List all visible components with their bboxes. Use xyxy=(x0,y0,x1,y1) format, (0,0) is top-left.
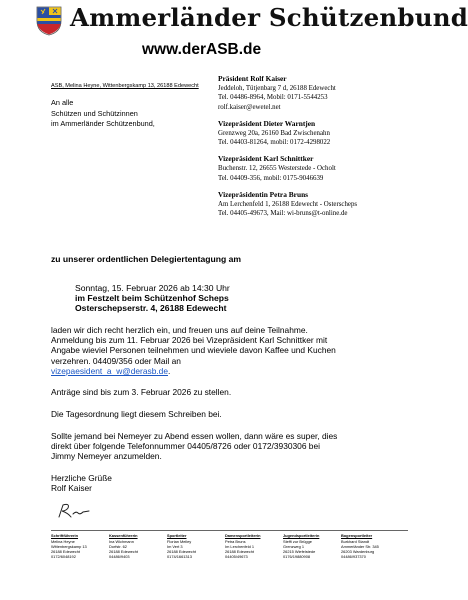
event-venue: im Festzelt beim Schützenhof Scheps xyxy=(75,293,229,303)
footer-role: Kassenführerin xyxy=(109,533,138,538)
footer-line: Melina Heyne xyxy=(51,538,75,544)
footer-role: Bogensportleiter xyxy=(341,533,373,538)
paragraph-line: Anmeldung bis zum 11. Februar 2026 bei Vizepräsident Karl Schnittker mit xyxy=(51,335,328,346)
footer-role: Damensportleiterin xyxy=(225,533,261,538)
footer-line: 04486/9403 xyxy=(109,553,130,559)
board-role: Vizepräsident Karl Schnittker xyxy=(218,154,314,164)
board-role: Präsident Rolf Kaiser xyxy=(218,74,287,83)
footer-line: Wittenbergskamp 13 xyxy=(51,543,87,549)
board-phone: Tel. 04403-81264, mobil: 0172-4298022 xyxy=(218,139,331,147)
board-member-vice-1 xyxy=(218,119,418,148)
motions-deadline: Anträge sind bis zum 3. Februar 2026 zu stellen. xyxy=(51,387,232,397)
footer-divider xyxy=(51,530,408,531)
recipient-line: Schützen und Schützinnen xyxy=(51,108,138,118)
footer-col-youth-sports xyxy=(283,533,328,559)
signatory-name: Rolf Kaiser xyxy=(51,483,92,494)
footer-line: Florian Meiley xyxy=(167,538,192,544)
letterhead-title: Ammerländer Schützenbund xyxy=(70,3,468,32)
footer-role: Jugendsportleiterin xyxy=(283,533,320,538)
footer-col-sports xyxy=(167,533,212,559)
footer-line: Grenzweg 1 xyxy=(283,543,304,549)
board-member-vice-3 xyxy=(218,190,418,219)
footer-line: Im Vert 3 xyxy=(167,543,183,549)
closing xyxy=(51,473,112,493)
paragraph-line: verzehren. 04409/356 oder Mail an xyxy=(51,355,181,366)
footer-col-secretary xyxy=(51,533,96,559)
board-member-president xyxy=(218,74,418,112)
board-role: Vizepräsident Dieter Warntjen xyxy=(218,118,316,128)
footer-line: 0172/6048192 xyxy=(51,553,76,559)
website-url[interactable]: www.derASB.de xyxy=(142,41,262,58)
footer-line: Ina Wichmann xyxy=(109,538,134,544)
board-phone: Tel. 04409-356, mobil: 0175-9046639 xyxy=(218,174,324,182)
board-role: Vizepräsidentin Petra Bruns xyxy=(218,190,309,200)
footer-line: Dorfstr. 62 xyxy=(109,543,127,549)
board-address: Buchenstr. 12, 26655 Westerstede - Ocholt xyxy=(218,165,336,173)
coat-of-arms-icon xyxy=(36,6,62,36)
sender-line: ASB, Melina Heyne, Wittenbergskamp 13, 26188 Edewecht xyxy=(51,83,199,89)
footer-line: Petra Bruns xyxy=(225,538,246,544)
footer-role: Schriftführerin xyxy=(51,533,79,538)
footer-line: 26188 Edewecht xyxy=(109,548,138,554)
footer-line: Steffi zur Brügge xyxy=(283,538,312,544)
paragraph-line: Jimmy Nemeyer anzumelden. xyxy=(51,451,162,462)
board-address: Am Lerchenfeld 1, 26188 Edewecht - Osterscheps xyxy=(218,201,358,209)
board-email[interactable]: rolf.kaiser@ewetel.net xyxy=(218,103,281,111)
paragraph-line: laden wir dich recht herzlich ein, und freuen uns auf deine Teilnahme. xyxy=(51,325,308,335)
recipient-address xyxy=(51,98,155,130)
footer-col-treasurer xyxy=(109,533,154,559)
board-phone: Tel. 04405-49673, Mail: wi-bruns@t-online.de xyxy=(218,210,348,218)
board-member-vice-2 xyxy=(218,154,418,183)
board-address: Jeddeloh, Tütjenbarg 7 d, 26188 Edewecht xyxy=(218,85,336,92)
footer-line: Im Lerchenfeld 1 xyxy=(225,543,254,549)
footer-line: Ammerländer Str. 345 xyxy=(341,543,379,549)
recipient-line: An alle xyxy=(51,98,74,107)
footer-line: 26215 Wiefelstede xyxy=(283,548,316,554)
greeting: Herzliche Grüße xyxy=(51,473,112,483)
board-contacts xyxy=(218,74,418,226)
event-date: Sonntag, 15. Februar 2026 ab 14:30 Uhr xyxy=(75,283,230,293)
paragraph-line: direkt über folgende Telefonnummer 04405/8726 oder 0172/3930306 bei xyxy=(51,441,320,452)
recipient-line: im Ammerländer Schützenbund, xyxy=(51,119,155,128)
footer-role: Sportleiter xyxy=(167,533,187,538)
footer-line: Burkhard Standt xyxy=(341,538,370,544)
email-link[interactable]: vizepaesident_a_w@derasb.de xyxy=(51,365,168,376)
board-phone: Tel. 04486-8964, Mobil: 0171-5544253 xyxy=(218,94,328,102)
footer-line: 0176/19880908 xyxy=(283,553,311,559)
board-address: Grenzweg 20a, 26160 Bad Zwischenahn xyxy=(218,129,330,137)
event-details xyxy=(75,283,230,313)
footer-line: 26188 Edewecht xyxy=(167,548,196,554)
footer-line: 04486/937370 xyxy=(341,553,366,559)
footer-col-archery xyxy=(341,533,386,559)
paragraph-line: Sollte jemand bei Nemeyer zu Abend essen wollen, dann wäre es super, dies xyxy=(51,431,338,441)
handwritten-signature xyxy=(56,502,92,520)
punctuation: . xyxy=(168,365,171,376)
footer-line: 26188 Edewecht xyxy=(225,548,254,554)
agenda-note: Die Tagesordnung liegt diesem Schreiben bei. xyxy=(51,409,222,419)
paragraph-line xyxy=(51,366,336,376)
registration-paragraph xyxy=(51,325,336,376)
dinner-paragraph xyxy=(51,431,337,462)
footer-line: 0174/1661313 xyxy=(167,553,192,559)
footer-line: 26203 Wardenburg xyxy=(341,548,375,554)
paragraph-line: Angabe wieviel Personen teilnehmen und wieviele davon Kaffee und Kuchen xyxy=(51,345,336,356)
footer-line: 04405/49673 xyxy=(225,553,248,559)
invitation-heading: zu unserer ordentlichen Delegiertentagung am xyxy=(51,254,242,264)
footer-contacts xyxy=(51,533,411,559)
footer-line: 26188 Edewecht xyxy=(51,548,80,554)
footer-col-women-sports xyxy=(225,533,270,559)
event-address: Osterschepserstr. 4, 26188 Edewecht xyxy=(75,303,227,313)
